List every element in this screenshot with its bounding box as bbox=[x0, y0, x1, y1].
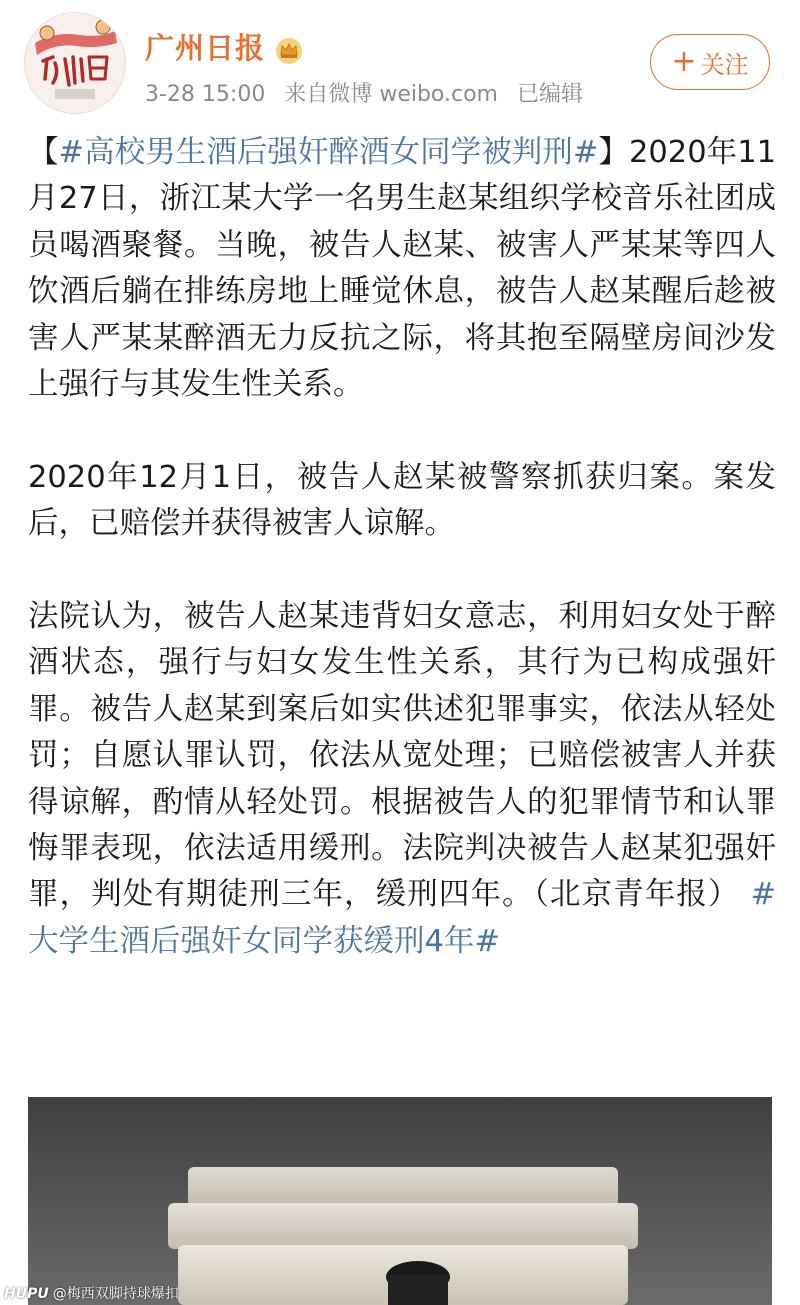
plus-icon: + bbox=[671, 44, 697, 79]
paragraph-text: 2020年12月1日，被告人赵某被警察抓获归案。案发后，已赔偿并获得被害人谅解。 bbox=[28, 459, 776, 542]
post-paragraph-3 bbox=[28, 594, 776, 965]
hashtag-link[interactable]: #高校男生酒后强奸醉酒女同学被判刑# bbox=[58, 135, 599, 170]
post-image[interactable] bbox=[28, 1097, 772, 1305]
post-paragraph-1 bbox=[28, 130, 776, 408]
post-paragraph-2 bbox=[28, 455, 776, 548]
verified-check-icon bbox=[115, 95, 126, 114]
post-source: 来自微博 weibo.com bbox=[284, 82, 498, 107]
follow-button[interactable] bbox=[650, 34, 770, 90]
account-name[interactable]: 广州日报 bbox=[145, 31, 266, 65]
newspaper-logo-icon bbox=[25, 13, 125, 113]
watermark-brand: HUPU bbox=[4, 1286, 49, 1302]
post-body bbox=[28, 130, 776, 1012]
avatar[interactable] bbox=[24, 12, 126, 114]
watermark bbox=[0, 1283, 800, 1305]
paragraph-text: 2020年11月27日，浙江某大学一名男生赵某组织学校音乐社团成员喝酒聚餐。当晚，被告人赵某、被害人严某某等四人饮酒后躺在排练房地上睡觉休息，被告人赵某醒后趁被害人严某某醉酒无力反抗之际，将其抱至隔壁房间沙发上强行与其发生性关系。 bbox=[28, 135, 776, 403]
post-timestamp: 3-28 15:00 bbox=[145, 82, 266, 107]
post-meta bbox=[145, 80, 595, 110]
follow-button-label: 关注 bbox=[700, 50, 749, 79]
hashtag-link[interactable]: #大学生酒后强奸女同学获缓刑4年# bbox=[28, 877, 777, 959]
paragraph-text: 法院认为，被告人赵某违背妇女意志，利用妇女处于醉酒状态，强行与妇女发生性关系，其行为已构成强奸罪。被告人赵某到案后如实供述犯罪事实，依法从轻处罚；自愿认罪认罚，依法从宽处理；已赔偿被害人并获得谅解，酌情从轻处罚。根据被告人的犯罪情节和认罪悔罪表现，依法适用缓刑。法院判决被告人赵某犯强奸罪，判处有期徒刑三年，缓刑四年。（北京青年报） bbox=[28, 599, 776, 913]
books-gavel-photo bbox=[28, 1097, 772, 1305]
edited-label: 已编辑 bbox=[516, 82, 583, 107]
bracket-open: 【 bbox=[28, 135, 59, 170]
bracket-close: 】 bbox=[598, 135, 629, 170]
member-crown-icon bbox=[274, 36, 304, 66]
post-header bbox=[0, 0, 800, 125]
watermark-handle: @梅西双脚持球爆扣 bbox=[52, 1286, 179, 1302]
